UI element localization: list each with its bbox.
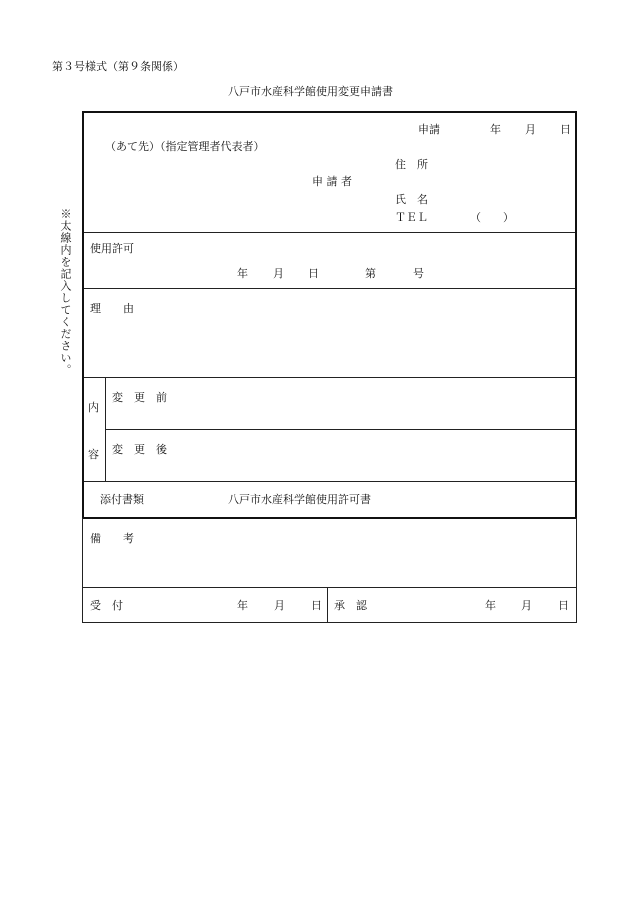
permit-number-suffix: 号	[413, 267, 424, 280]
application-month: 月	[525, 123, 536, 136]
divider-before-after	[105, 429, 575, 430]
contents-label-top: 内	[88, 401, 99, 414]
divider-reason	[84, 377, 575, 378]
form-main-frame	[82, 111, 577, 519]
reception-month: 月	[274, 599, 285, 612]
divider-remarks	[82, 587, 577, 588]
remarks-label: 備 考	[90, 532, 134, 545]
application-year: 年	[490, 123, 501, 136]
approval-label: 承 認	[334, 599, 367, 612]
page-title: 八戸市水産科学館使用変更申請書	[228, 85, 393, 98]
side-note: ※太線内を記入してください。	[59, 208, 72, 376]
permit-number-prefix: 第	[365, 267, 376, 280]
divider-permit	[84, 288, 575, 289]
approval-year: 年	[485, 599, 496, 612]
tel-label: ＴＥＬ	[395, 211, 428, 224]
after-change-label: 変 更 後	[112, 443, 167, 456]
reception-label: 受 付	[90, 599, 123, 612]
application-date-label: 申請	[418, 123, 440, 136]
attachments-value: 八戸市水産科学館使用許可書	[228, 493, 371, 506]
divider-header	[84, 232, 575, 233]
addressee: （あて先）（指定管理者代表者）	[105, 140, 265, 153]
divider-contents-label	[105, 377, 106, 481]
tel-parentheses: （ ）	[470, 211, 514, 224]
permit-label: 使用許可	[90, 242, 134, 255]
reception-day: 日	[311, 599, 322, 612]
approval-month: 月	[521, 599, 532, 612]
applicant-label: 申 請 者	[312, 175, 352, 188]
divider-contents	[84, 481, 575, 482]
form-lower-frame	[82, 518, 577, 623]
form-number: 第３号様式（第９条関係）	[52, 60, 184, 73]
attachments-label: 添付書類	[100, 493, 144, 506]
before-change-label: 変 更 前	[112, 391, 167, 404]
permit-year: 年	[237, 267, 248, 280]
address-label: 住 所	[395, 158, 428, 171]
permit-month: 月	[273, 267, 284, 280]
name-label: 氏 名	[395, 193, 428, 206]
reception-year: 年	[237, 599, 248, 612]
application-day: 日	[560, 123, 571, 136]
reason-label: 理 由	[90, 302, 134, 315]
contents-label-bottom: 容	[88, 448, 99, 461]
divider-reception-approval	[327, 587, 328, 623]
permit-day: 日	[308, 267, 319, 280]
approval-day: 日	[558, 599, 569, 612]
